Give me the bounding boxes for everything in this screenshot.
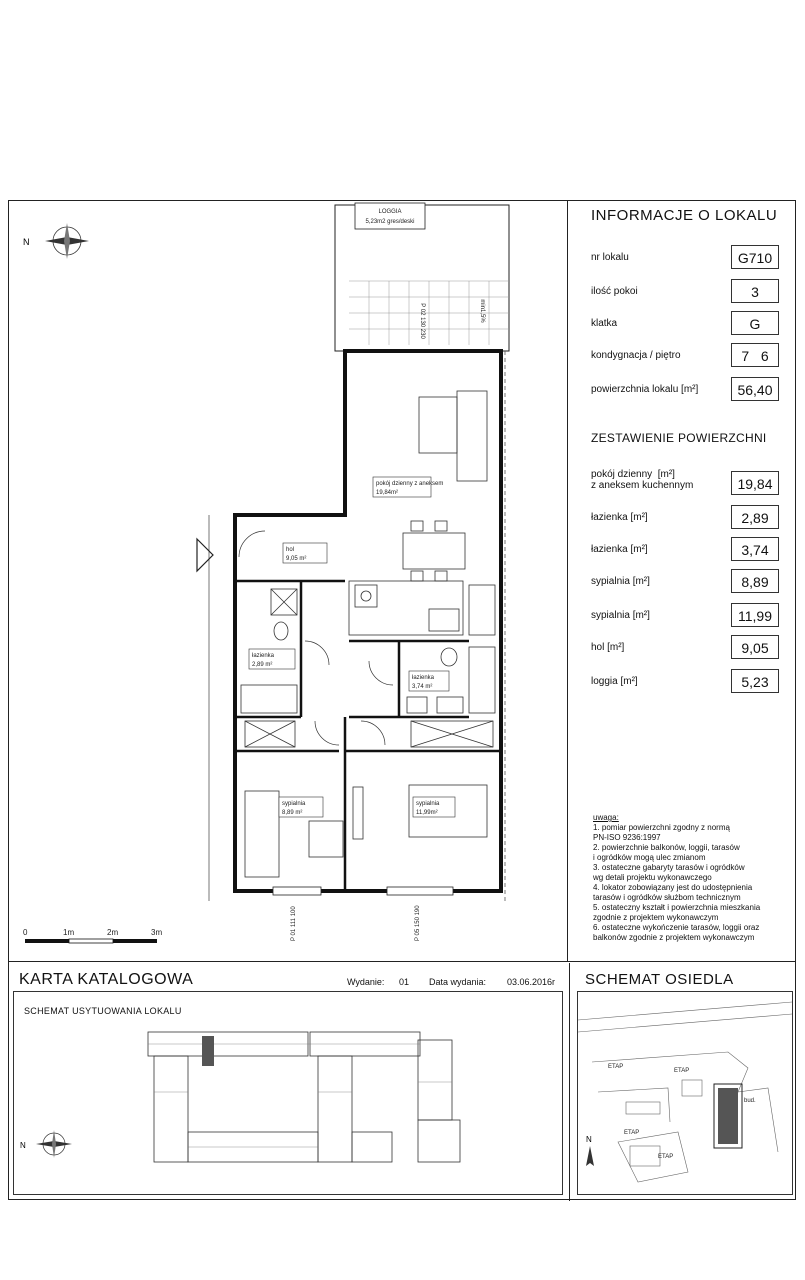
note-line: 1. pomiar powierzchni zgodny z normą: [593, 823, 730, 832]
bedroom-2-label: sypialnia: [416, 801, 440, 807]
info-panel: [575, 201, 797, 961]
area-row-bath2: [591, 537, 791, 565]
info-row-staircase: [591, 311, 791, 339]
bottom-vertical-separator: [569, 963, 570, 1201]
bedroom-1-label: sypialnia: [282, 801, 306, 807]
living-room-area: 19,84m²: [376, 490, 399, 496]
bathroom-2-label: łazienka: [412, 675, 435, 681]
info-row-rooms: [591, 279, 791, 307]
edition-value: 01: [399, 977, 410, 987]
area-label: łazienka [m²]: [591, 512, 648, 523]
area-label: loggia [m²]: [591, 676, 638, 687]
scale-bar: [25, 939, 157, 943]
loggia-label: LOGGIA: [378, 209, 402, 215]
hall-area: 9,05 m²: [286, 556, 307, 562]
info-value: 7 6: [731, 343, 779, 367]
area-row-bed2: [591, 603, 791, 631]
window-right-label: P 05 150 190: [415, 905, 421, 941]
note-line: wg detali projektu wykonawczego: [593, 873, 712, 882]
info-value: G: [731, 311, 779, 335]
info-title: INFORMACJE O LOKALU: [591, 207, 778, 224]
bathroom-2-area: 3,74 m²: [412, 684, 433, 690]
note-line: 5. ostateczny kształt i powierzchnia mieszkania: [593, 903, 761, 912]
area-row-bath1: [591, 505, 791, 533]
area-value: 19,84: [731, 471, 779, 495]
bottom-separator: [9, 961, 795, 962]
info-label: nr lokalu: [591, 252, 629, 263]
info-label: kondygnacja / piętro: [591, 350, 681, 361]
info-row-floor: [591, 343, 791, 371]
entrance-arrow-icon: [197, 539, 213, 571]
area-value: 9,05: [731, 635, 779, 659]
notes-heading: uwaga:: [593, 813, 619, 822]
compass-rose-small: [36, 1130, 72, 1158]
area-value: 2,89: [731, 505, 779, 529]
area-row-loggia: [591, 669, 791, 697]
info-label: klatka: [591, 318, 618, 329]
bedroom-1-area: 8,89 m²: [282, 810, 303, 816]
info-value: 3: [731, 279, 779, 303]
date-label: Data wydania:: [429, 977, 487, 987]
catalog-sheet: [8, 200, 796, 1200]
estate-label-4: ETAP: [658, 1154, 674, 1160]
compass-label: N: [23, 237, 30, 247]
area-row-hall: [591, 635, 791, 663]
info-row-area: [591, 377, 791, 405]
info-label: ilość pokoi: [591, 286, 638, 297]
edition-label: Wydanie:: [347, 977, 385, 987]
note-line: i ogródków mogą ulec zmianom: [593, 853, 706, 862]
info-row-nr: [591, 245, 791, 273]
note-line: 2. powierzchnie balkonów, loggii, tarasów: [593, 843, 740, 852]
area-value: 8,89: [731, 569, 779, 593]
scale-tick-0: 0: [23, 928, 28, 937]
bathroom-1-label: łazienka: [252, 653, 275, 659]
floor-plan-area: [9, 201, 568, 961]
area-label: sypialnia [m²]: [591, 610, 650, 621]
note-line: 3. ostateczne gabaryty tarasów i ogródków: [593, 863, 745, 872]
window-left-label: P 01 111 100: [291, 906, 297, 941]
living-room-label: pokój dzienny z aneksem: [376, 481, 444, 487]
estate-map: [577, 991, 793, 1195]
area-value: 11,99: [731, 603, 779, 627]
info-value: G710: [731, 245, 779, 269]
estate-label-1: ETAP: [608, 1064, 624, 1070]
scale-tick-2: 2m: [107, 928, 119, 937]
catalog-title: KARTA KATALOGOWA: [19, 971, 194, 988]
hall-label: hol: [286, 547, 295, 553]
scale-tick-1: 1m: [63, 928, 75, 937]
area-value: 5,23: [731, 669, 779, 693]
area-row-bed1: [591, 569, 791, 597]
scale-tick-3: 3m: [151, 928, 163, 937]
areas-title: ZESTAWIENIE POWIERZCHNI: [591, 431, 767, 445]
bathroom-1-area: 2,89 m²: [252, 662, 273, 668]
floor-plan: [9, 201, 567, 961]
date-value: 03.06.2016r: [507, 977, 556, 987]
location-scheme: [13, 991, 563, 1195]
notes: [593, 813, 793, 943]
info-label: powierzchnia lokalu [m²]: [591, 384, 699, 395]
loggia-area: 5,23m2 gres/deski: [365, 219, 415, 225]
estate-scheme: [575, 963, 797, 1199]
note-line: PN-ISO 9236:1997: [593, 833, 661, 842]
location-scheme-title: SCHEMAT USYTUOWANIA LOKALU: [24, 1006, 182, 1016]
note-line: 6. ostateczne wykończenie tarasów, loggii oraz: [593, 923, 760, 932]
catalog-card: [9, 963, 567, 1199]
area-value: 3,74: [731, 537, 779, 561]
note-line: tarasów i ogródków służbom technicznym: [593, 893, 741, 902]
apartment-location-marker: [202, 1036, 214, 1066]
area-label: sypialnia [m²]: [591, 576, 650, 587]
area-label: łazienka [m²]: [591, 544, 648, 555]
estate-label-2: ETAP: [674, 1068, 690, 1074]
building-outline: [14, 992, 562, 1194]
slope-label: min1,5%: [479, 299, 485, 323]
estate-label-5: bud.: [744, 1098, 756, 1104]
area-label: hol [m²]: [591, 642, 625, 653]
note-line: 4. lokator zobowiązany jest do udostępnienia: [593, 883, 753, 892]
compass-rose: [45, 223, 89, 259]
estate-map-drawing: [578, 992, 792, 1194]
info-value: 56,40: [731, 377, 779, 401]
compass-label-small: N: [20, 1141, 26, 1150]
note-line: zgodnie z projektem wykonawczym: [593, 913, 719, 922]
window-top-label: P 02 130 230: [419, 303, 425, 339]
bedroom-2-area: 11,99m²: [416, 810, 438, 816]
area-label: pokój dzienny [m²] z aneksem kuchennym: [591, 469, 694, 491]
estate-title: SCHEMAT OSIEDLA: [585, 971, 734, 988]
compass-arrow-icon: [586, 1146, 594, 1166]
note-line: balkonów zgodnie z projektem wykonawczym: [593, 933, 755, 942]
area-row-living: [591, 467, 791, 501]
estate-label-3: ETAP: [624, 1130, 640, 1136]
compass-label-estate: N: [586, 1135, 592, 1144]
